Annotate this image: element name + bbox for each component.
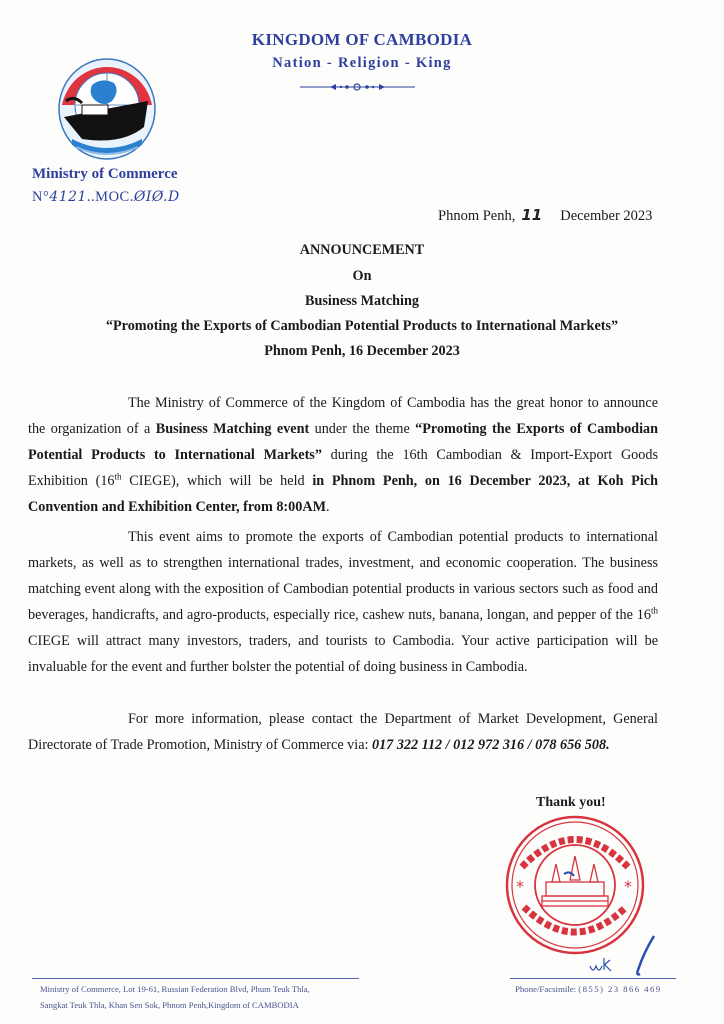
phone-label: Phone/Facsimile: xyxy=(515,984,579,994)
ornament-divider-icon xyxy=(300,80,415,94)
signature-icon xyxy=(588,930,668,980)
footer-divider-left xyxy=(32,978,359,979)
national-motto: Nation - Religion - King xyxy=(272,55,452,71)
ref-mid: ..MOC. xyxy=(86,189,134,205)
title-subject: Business Matching xyxy=(305,293,419,309)
country-heading: KINGDOM OF CAMBODIA xyxy=(251,30,473,49)
document-date xyxy=(438,206,652,225)
title-theme: “Promoting the Exports of Cambodian Potential Products to International Markets” xyxy=(105,318,619,334)
svg-text:*: * xyxy=(516,877,524,896)
date-month-year: December 2023 xyxy=(560,208,653,224)
ref-handwritten-number: 4121 xyxy=(49,189,87,205)
ministry-name: Ministry of Commerce xyxy=(32,166,178,182)
ref-handwritten-suffix: ØIØ.D xyxy=(133,189,180,205)
paragraph-intro: The Ministry of Commerce of the Kingdom of Cambodia has the great honor to announce the organization of a Business Matching event under the theme “Promoting the Exports of Cambodian Potential Products to International Markets” during the 16th Cambodian & Import-Export Goods Exhibition (16th CIEGE), which will be held in Phnom Penh, on 16 December 2023, at Koh Pich Convention and Exhibition Center, from 8:00AM. xyxy=(28,395,658,515)
ref-prefix: N° xyxy=(32,189,50,205)
phone-value: (855) 23 866 469 xyxy=(578,984,662,994)
thank-you: Thank you! xyxy=(536,795,606,810)
ministry-logo-icon xyxy=(52,55,162,167)
date-place: Phnom Penh, xyxy=(438,208,516,224)
address-line-1: Ministry of Commerce, Lot 19-61, Russian Federation Blvd, Phum Teuk Thla, xyxy=(40,984,310,994)
contact-phone-numbers: 017 322 112 / 012 972 316 / 078 656 508. xyxy=(371,737,610,753)
footer-divider-right xyxy=(510,978,676,979)
svg-text:*: * xyxy=(624,877,632,896)
footer-phone xyxy=(515,984,662,994)
reference-number xyxy=(32,189,180,206)
title-place-date: Phnom Penh, 16 December 2023 xyxy=(264,343,460,359)
title-on: On xyxy=(352,268,372,284)
paragraph-purpose: This event aims to promote the exports of Cambodian potential products to international markets, as well as to strengthen international trades, investment, and economic cooperation. The business matching event along with the exposition of Cambodian potential products in various sectors such as food and beverages, handicrafts, and agro-products, especially rice, cashew nuts, banana, longan, and pepper of the 16th CIEGE will attract many investors, traders, and tourists to Cambodia. Your active participation will be invaluable for the event and further bolster the potential of doing business in Cambodia. xyxy=(28,529,658,675)
date-day-handwritten: 11 xyxy=(521,206,543,224)
paragraph-contact: For more information, please contact the Department of Market Development, General Directorate of Trade Promotion, Ministry of Commerce via: 017 322 112 / 012 972 316 / 078 656 508. xyxy=(28,711,658,753)
address-line-2: Sangkat Teuk Thla, Khan Sen Sok, Phnom Penh,Kingdom of CAMBODIA xyxy=(40,1000,299,1010)
announcement-title: ANNOUNCEMENT xyxy=(299,242,425,258)
footer-address xyxy=(40,981,310,1013)
